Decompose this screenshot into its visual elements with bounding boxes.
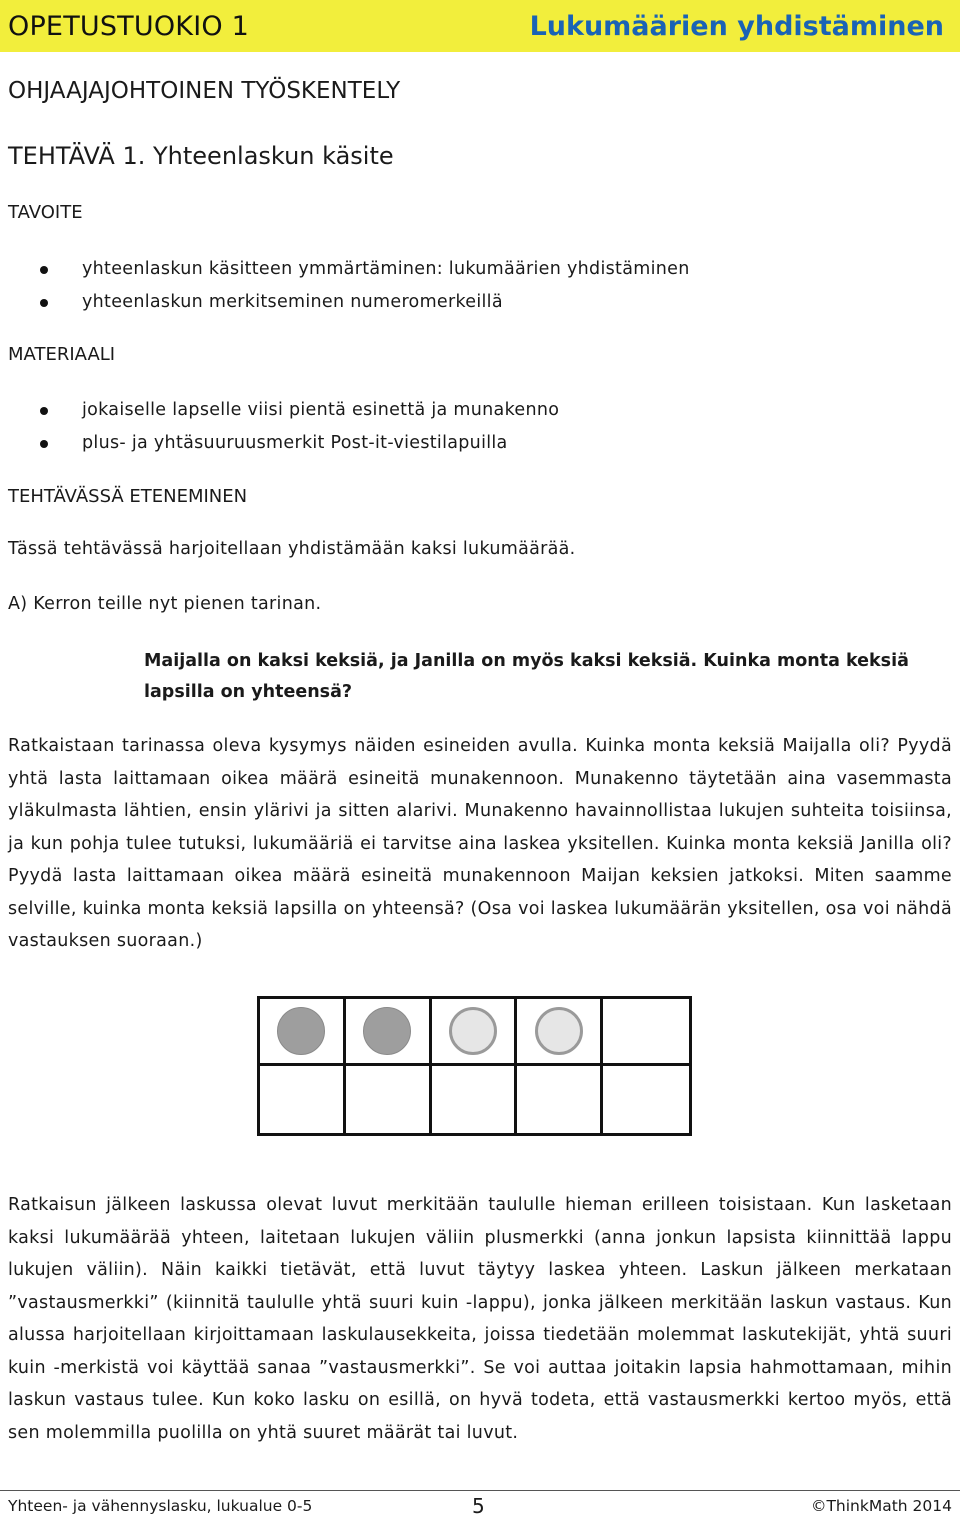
step-a: A) Kerron teille nyt pienen tarinan. xyxy=(8,594,322,614)
material-heading: MATERIAALI xyxy=(8,344,116,365)
list-item-text: yhteenlaskun käsitteen ymmärtäminen: lukumäärien yhdistäminen xyxy=(82,259,690,279)
bullet-icon xyxy=(40,266,48,274)
egg-cell xyxy=(603,999,689,1066)
bullet-icon xyxy=(40,407,48,415)
header-bar xyxy=(0,0,960,52)
page-number: 5 xyxy=(472,1494,485,1518)
list-item-text: jokaiselle lapselle viisi pientä esinettä ja munakenno xyxy=(82,400,560,420)
egg-cell xyxy=(260,1066,346,1133)
egg-cell xyxy=(346,1066,432,1133)
topic-title: Lukumäärien yhdistäminen xyxy=(529,10,944,42)
progress-intro: Tässä tehtävässä harjoitellaan yhdistämään kaksi lukumäärää. xyxy=(8,539,576,559)
egg-cell xyxy=(603,1066,689,1133)
egg-cell xyxy=(346,999,432,1066)
paragraph-2: Ratkaisun jälkeen laskussa olevat luvut merkitään taululle hieman erilleen toisistaan. Kun lasketaan kaksi lukumäärää yhteen, laitetaan lukujen väliin plusmerkki (anna jonkun lapsista kiinnittää lappu lukujen väliin). Näin kaikki tietävät, että luvut täytyy laskea yhteen. Laskun jälkeen merkataan ”vastausmerkki” (kiinnitä taululle yhtä suuri kuin -lappu), jonka jälkeen merkitään laskun vastaus. Kun alussa harjoitellaan kirjoittamaan laskulausekkeita, joissa tiedetään molemmat laskutekijät, yhtä suuri kuin -merkistä voi käyttää sanaa ”vastausmerkki”. Se voi auttaa joitakin lapsia hahmottamaan, mihin laskun vastaus tulee. Kun koko lasku on esillä, on hyvä todeta, että vastausmerkki kertoo myös, että sen molemmilla puolilla on yhtä suuret määrät tai luvut. xyxy=(8,1195,952,1443)
bullet-icon xyxy=(40,440,48,448)
object-dark xyxy=(277,1007,325,1055)
egg-cell xyxy=(432,999,518,1066)
goal-list xyxy=(40,258,690,324)
course-title: OPETUSTUOKIO 1 xyxy=(8,10,249,42)
object-light xyxy=(535,1007,583,1055)
section-title: OHJAAJAJOHTOINEN TYÖSKENTELY xyxy=(8,78,401,104)
goal-heading: TAVOITE xyxy=(8,202,83,223)
list-item xyxy=(40,432,559,465)
task-title: TEHTÄVÄ 1. Yhteenlaskun käsite xyxy=(8,142,394,170)
egg-cell xyxy=(517,1066,603,1133)
list-item xyxy=(40,399,559,432)
story-text: Maijalla on kaksi keksiä, ja Janilla on myös kaksi keksiä. Kuinka monta keksiä lapsilla on yhteensä? xyxy=(144,651,909,702)
paragraph-1: Ratkaistaan tarinassa oleva kysymys näiden esineiden avulla. Kuinka monta keksiä Maijalla oli? Pyydä yhtä lasta laittamaan oikea määrä esineitä munakennoon. Munakenno täytetään aina vasemmasta yläkulmasta lähtien, ensin ylärivi ja sitten alarivi. Munakenno havainnollistaa lukujen suhteita toisiinsa, ja kun pohja tulee tutuksi, lukumääriä ei tarvitse aina laskea yksitellen. Kuinka monta keksiä Janilla oli? Pyydä lasta laittamaan oikea määrä esineitä munakennoon Maijan keksien jatkoksi. Miten saamme selville, kuinka monta keksiä lapsilla on yhteensä? (Osa voi laskea lukumäärän yksitellen, osa voi nähdä vastauksen suoraan.) xyxy=(8,736,952,951)
progress-heading: TEHTÄVÄSSÄ ETENEMINEN xyxy=(8,486,248,507)
object-dark xyxy=(363,1007,411,1055)
egg-cell xyxy=(517,999,603,1066)
egg-cell xyxy=(260,999,346,1066)
list-item-text: yhteenlaskun merkitseminen numeromerkeillä xyxy=(82,292,503,312)
material-list xyxy=(40,399,559,465)
footer-book-title: Yhteen- ja vähennyslasku, lukualue 0-5 xyxy=(8,1497,313,1515)
list-item-text: plus- ja yhtäsuuruusmerkit Post-it-viestilapuilla xyxy=(82,433,508,453)
footer-divider xyxy=(0,1490,960,1491)
egg-carton xyxy=(257,996,692,1136)
footer-copyright: ©ThinkMath 2014 xyxy=(810,1497,952,1515)
list-item xyxy=(40,291,690,324)
object-light xyxy=(449,1007,497,1055)
bullet-icon xyxy=(40,299,48,307)
list-item xyxy=(40,258,690,291)
egg-cell xyxy=(432,1066,518,1133)
